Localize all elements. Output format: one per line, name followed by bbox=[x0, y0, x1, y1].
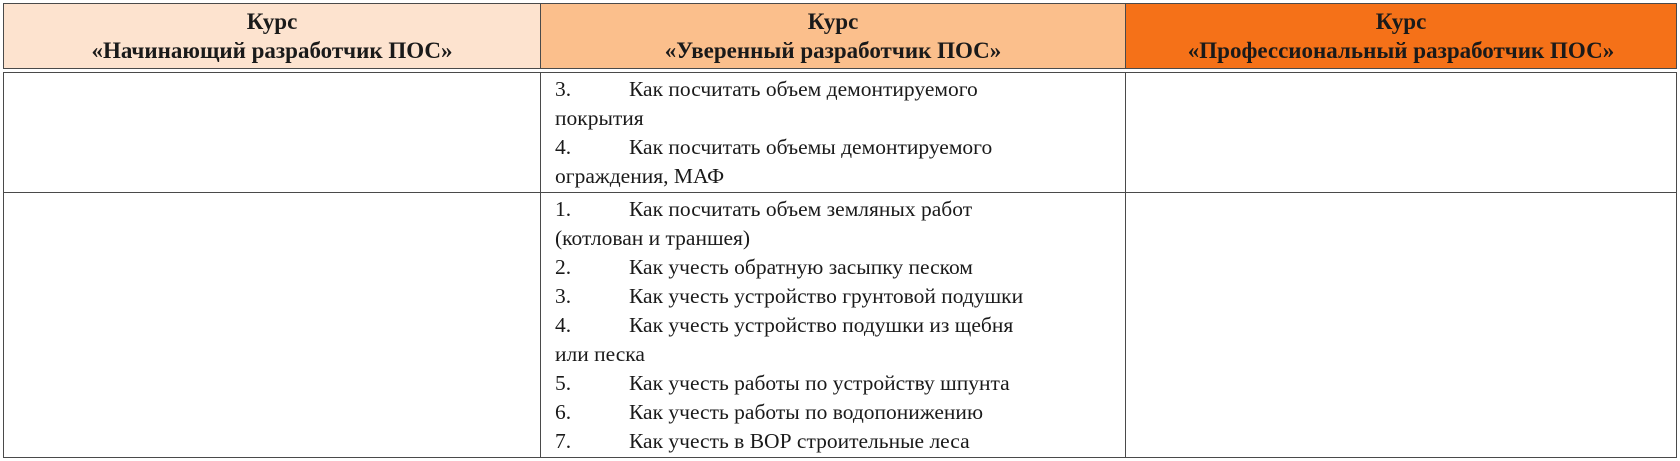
professional-cell-empty bbox=[1126, 73, 1677, 193]
item-number: 7. bbox=[555, 429, 572, 453]
item-number: 5. bbox=[555, 371, 572, 395]
header-professional-course bbox=[1126, 4, 1677, 69]
item-text: Как посчитать объем демонтируемого bbox=[629, 77, 978, 101]
header-subtitle: «Уверенный разработчик ПОС» bbox=[664, 38, 1002, 63]
confident-course-topics bbox=[541, 73, 1126, 193]
item-number: 6. bbox=[555, 400, 572, 424]
list-item bbox=[555, 369, 1117, 398]
list-item bbox=[555, 398, 1117, 427]
table-row bbox=[4, 193, 1677, 458]
header-title: Курс bbox=[807, 9, 859, 34]
professional-cell-empty bbox=[1126, 193, 1677, 458]
item-text: Как посчитать объем земляных работ bbox=[629, 197, 973, 221]
header-subtitle: «Начинающий разработчик ПОС» bbox=[91, 38, 453, 63]
list-item-continuation: покрытия bbox=[555, 106, 644, 130]
item-number: 1. bbox=[555, 197, 572, 221]
header-subtitle: «Профессиональный разработчик ПОС» bbox=[1187, 38, 1615, 63]
header-confident-course bbox=[541, 4, 1126, 69]
item-number: 4. bbox=[555, 135, 572, 159]
list-item bbox=[555, 133, 1117, 162]
list-item-continuation: ограждения, МАФ bbox=[555, 164, 725, 188]
item-number: 3. bbox=[555, 284, 572, 308]
item-text: Как посчитать объемы демонтируемого bbox=[629, 135, 993, 159]
item-text: Как учесть устройство грунтовой подушки bbox=[629, 284, 1024, 308]
item-number: 4. bbox=[555, 313, 572, 337]
table-row bbox=[4, 73, 1677, 193]
list-item-continuation: или песка bbox=[555, 342, 645, 366]
item-text: Как учесть в ВОР строительные леса bbox=[629, 429, 970, 453]
item-number: 2. bbox=[555, 255, 572, 279]
beginner-cell-empty bbox=[4, 193, 541, 458]
list-item bbox=[555, 195, 1117, 224]
item-text: Как учесть работы по водопонижению bbox=[629, 400, 984, 424]
header-row bbox=[4, 4, 1677, 69]
confident-course-topics bbox=[541, 193, 1126, 458]
list-item bbox=[555, 427, 1117, 456]
list-item bbox=[555, 75, 1117, 104]
header-title: Курс bbox=[1375, 9, 1427, 34]
item-number: 3. bbox=[555, 77, 572, 101]
header-title: Курс bbox=[246, 9, 298, 34]
beginner-cell-empty bbox=[4, 73, 541, 193]
course-comparison-table-wrapper bbox=[3, 3, 1677, 458]
header-beginner-course bbox=[4, 4, 541, 69]
item-text: Как учесть работы по устройству шпунта bbox=[629, 371, 1010, 395]
list-item bbox=[555, 282, 1117, 311]
course-comparison-table bbox=[3, 3, 1677, 458]
list-item bbox=[555, 311, 1117, 340]
item-text: Как учесть обратную засыпку песком bbox=[629, 255, 973, 279]
item-text: Как учесть устройство подушки из щебня bbox=[629, 313, 1014, 337]
list-item bbox=[555, 253, 1117, 282]
list-item-continuation: (котлован и траншея) bbox=[555, 226, 751, 250]
